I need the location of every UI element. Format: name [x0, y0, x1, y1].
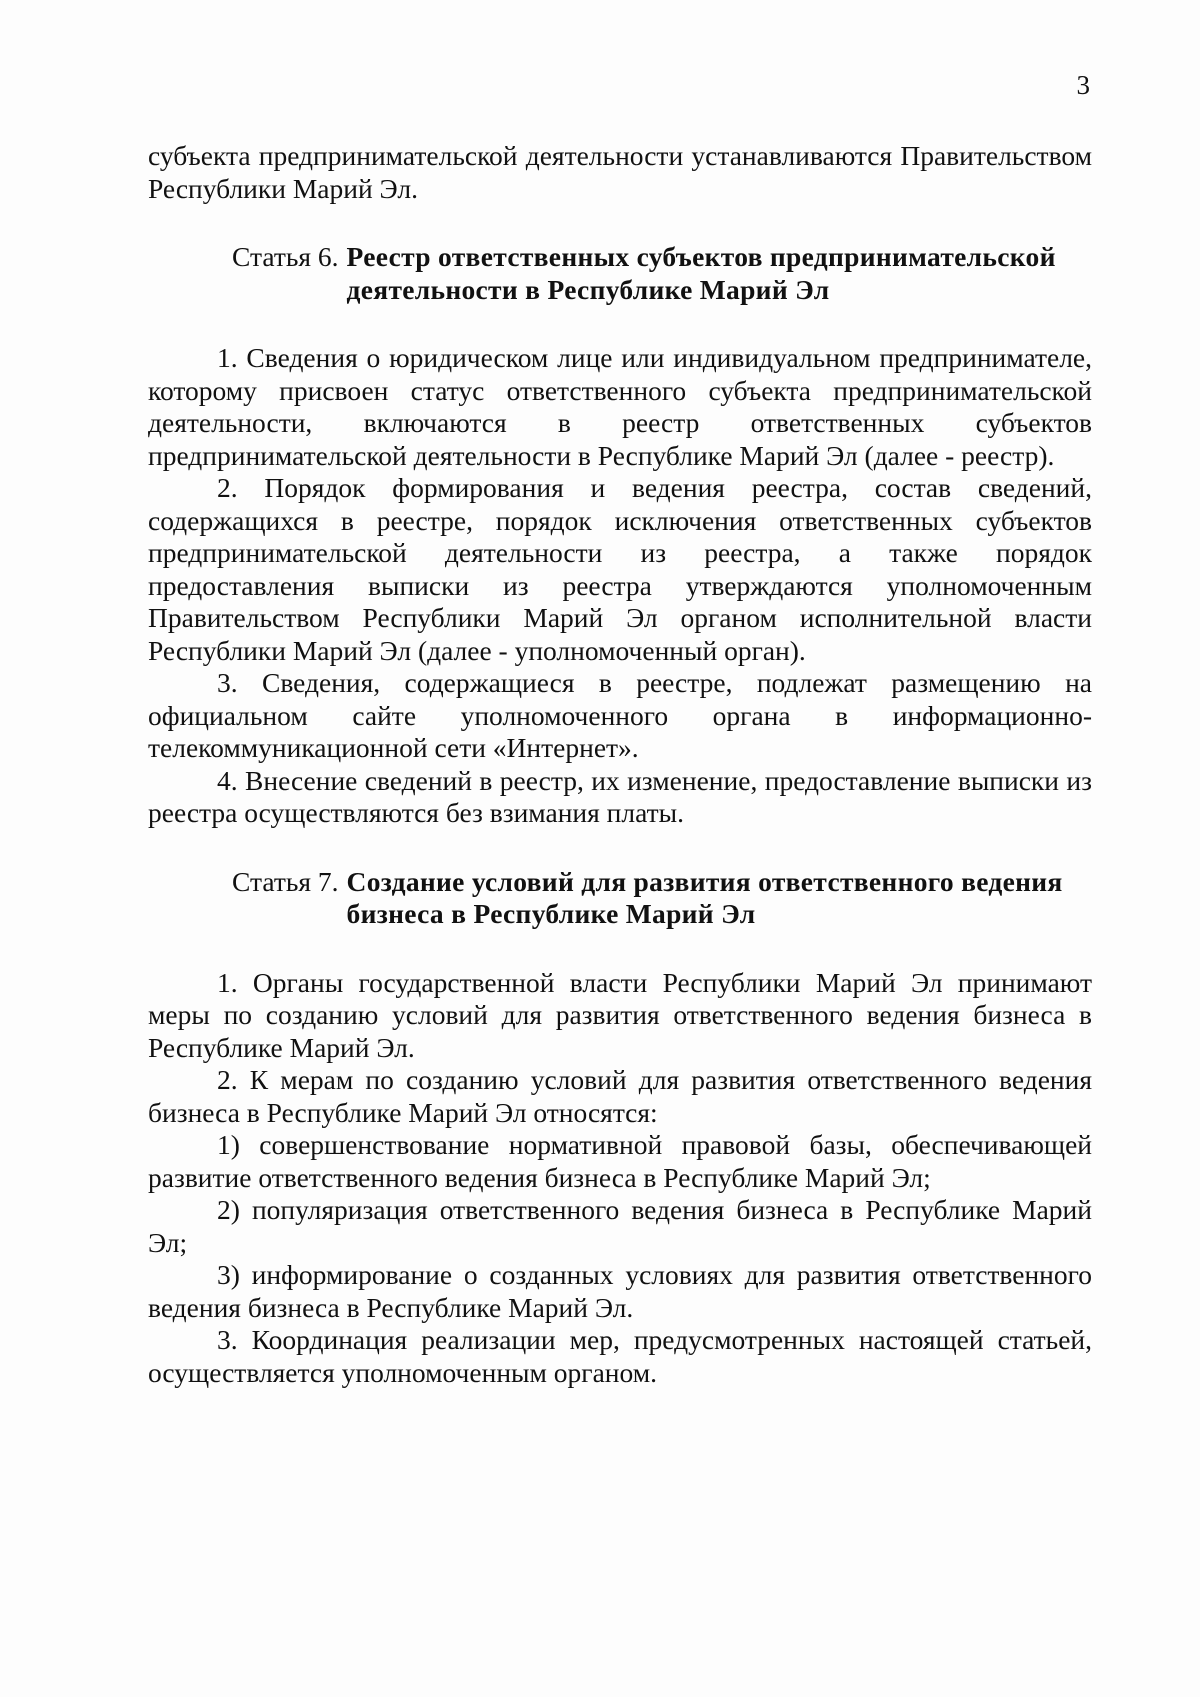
article-7-title-line1: Создание условий для развития ответственного ведения: [346, 865, 1063, 897]
article-7-paragraph-1: 1. Органы государственной власти Республики Марий Эл принимают меры по созданию условий для развития ответственного ведения бизнеса в Республике Марий Эл.: [148, 966, 1092, 1063]
article-7-label: Статья 7.: [232, 865, 339, 897]
article-7-title: [347, 866, 1063, 931]
article-7-heading: [148, 866, 1092, 931]
article-7-item-3: 3) информирование о созданных условиях для развития ответственного ведения бизнеса в Республике Марий Эл.: [148, 1259, 1092, 1323]
article-6-title: [347, 241, 1056, 306]
article-6-title-line2: деятельности в Республике Марий Эл: [346, 273, 830, 305]
article-7-item-2: 2) популяризация ответственного ведения бизнеса в Республике Марий Эл;: [148, 1194, 1092, 1258]
article-6-paragraph-2: 2. Порядок формирования и ведения реестра, состав сведений, содержащихся в реестре, порядок исключения ответственных субъектов предпринимательской деятельности из реестра, а также порядок предоставления выписки из реестра утверждаются уполномоченным Правительством Республики Марий Эл органом исполнительной власти Республики Марий Эл (далее - уполномоченный орган).: [148, 472, 1092, 666]
article-7-title-line2: бизнеса в Республике Марий Эл: [346, 898, 756, 929]
article-6-label: Статья 6.: [232, 241, 339, 272]
article-7-item-1: 1) совершенствование нормативной правовой базы, обеспечивающей развитие ответственного ведения бизнеса в Республике Марий Эл;: [148, 1129, 1092, 1193]
intro-paragraph: субъекта предпринимательской деятельности устанавливаются Правительством Республики Марий Эл.: [148, 140, 1092, 204]
article-6-heading: [148, 241, 1092, 306]
document-body: [148, 140, 1092, 1389]
article-6-paragraph-3: 3. Сведения, содержащиеся в реестре, подлежат размещению на официальном сайте уполномоченного органа в информационно-телекоммуникационной сети «Интернет».: [148, 667, 1092, 763]
article-6-title-line1: Реестр ответственных субъектов предпринимательской: [346, 241, 1056, 272]
page-number: 3: [1076, 70, 1090, 100]
article-6-paragraph-1: 1. Сведения о юридическом лице или индивидуальном предпринимателе, которому присвоен статус ответственного субъекта предпринимательской деятельности, включаются в реестр ответственных субъектов предпринимательской деятельности в Республике Марий Эл (далее - реестр).: [148, 342, 1092, 471]
article-6-paragraph-4: 4. Внесение сведений в реестр, их изменение, предоставление выписки из реестра осуществляются без взимания платы.: [148, 764, 1092, 828]
article-7-paragraph-2: 2. К мерам по созданию условий для развития ответственного ведения бизнеса в Республике Марий Эл относятся:: [148, 1064, 1092, 1128]
article-7-paragraph-3: 3. Координация реализации мер, предусмотренных настоящей статьей, осуществляется уполномоченным органом.: [148, 1324, 1092, 1388]
